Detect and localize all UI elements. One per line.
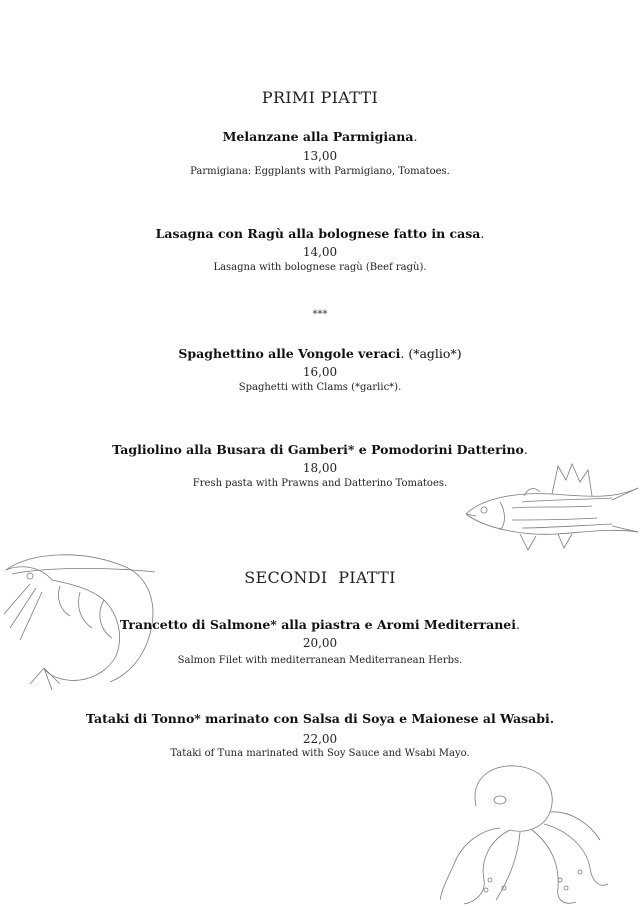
dish-price: 20,00 xyxy=(302,636,338,650)
dish-name-text: Lasagna con Ragù alla bolognese fatto in casa xyxy=(155,226,481,241)
dish-name xyxy=(0,442,640,457)
dish-description: Fresh pasta with Prawns and Datterino Tomatoes. xyxy=(192,478,448,489)
dish-name-suffix: . xyxy=(516,617,520,632)
dish-name-text: Melanzane alla Parmigiana xyxy=(222,129,414,144)
separator: *** xyxy=(312,309,328,320)
dish-price: 22,00 xyxy=(302,732,338,746)
section-title-secondi: SECONDI PIATTI xyxy=(244,568,396,587)
dish-name-suffix: . (*aglio*) xyxy=(400,346,462,361)
dish-name xyxy=(0,129,640,144)
dish-name xyxy=(0,711,640,726)
dish-price: 18,00 xyxy=(302,461,338,475)
octopus-illustration xyxy=(440,760,610,906)
dish-name-text: Spaghettino alle Vongole veraci xyxy=(178,346,401,361)
dish-name xyxy=(0,346,640,361)
dish-name-text: Trancetto di Salmone* alla piastra e Aromi Mediterranei xyxy=(120,617,516,632)
dish-name xyxy=(0,226,640,241)
dish-price: 13,00 xyxy=(302,149,338,163)
dish-name-suffix: . xyxy=(523,442,528,457)
dish-description: Parmigiana: Eggplants with Parmigiano, Tomatoes. xyxy=(190,166,450,177)
dish-description: Tataki of Tuna marinated with Soy Sauce and Wsabi Mayo. xyxy=(170,748,470,759)
dish-price: 14,00 xyxy=(302,245,338,259)
dish-name-text: Tataki di Tonno* marinato con Salsa di Soya e Maionese al Wasabi. xyxy=(85,711,555,726)
section-title-primi: PRIMI PIATTI xyxy=(261,88,379,107)
dish-description: Salmon Filet with mediterranean Mediterranean Herbs. xyxy=(177,655,463,666)
dish-name-text: Tagliolino alla Busara di Gamberi* e Pomodorini Datterino xyxy=(112,442,524,457)
dish-description: Spaghetti with Clams (*garlic*). xyxy=(238,382,402,393)
dish-name-suffix: . xyxy=(480,226,485,241)
dish-name-suffix: . xyxy=(413,129,418,144)
dish-description: Lasagna with bolognese ragù (Beef ragù). xyxy=(213,262,427,273)
dish-name xyxy=(0,617,640,632)
dish-price: 16,00 xyxy=(302,365,338,379)
